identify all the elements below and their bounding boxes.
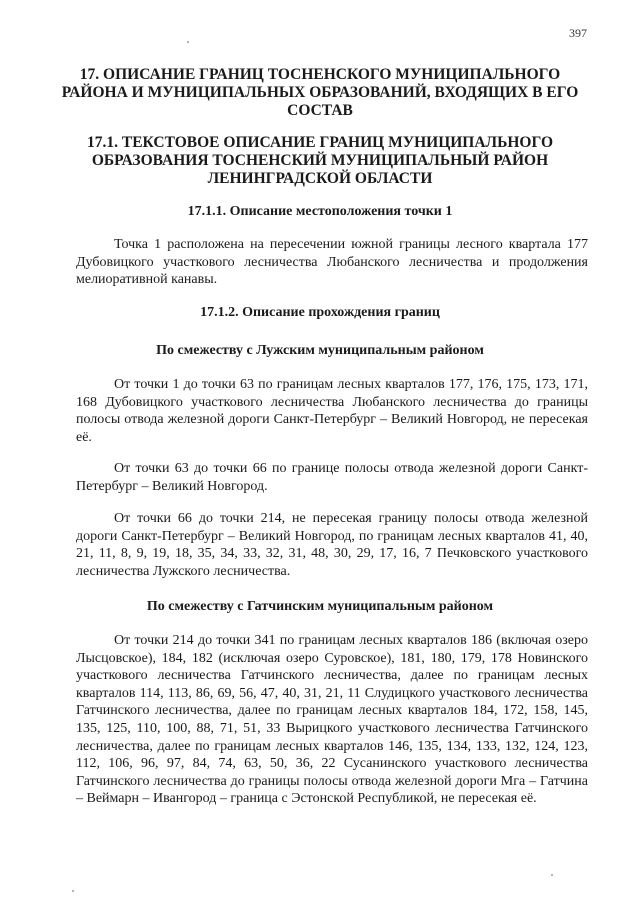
point-1-description: Точка 1 расположена на пересечении южной границы лесного квартала 177 Дубовицкого участкового лесничества Любанского лесничества и продолжения мелиоративной канавы. bbox=[76, 237, 588, 288]
section-heading: 17.1. ТЕКСТОВОЕ ОПИСАНИЕ ГРАНИЦ МУНИЦИПАЛЬНОГО ОБРАЗОВАНИЯ ТОСНЕНСКИЙ МУНИЦИПАЛЬНЫЙ РАЙОН ЛЕНИНГРАДСКОЙ ОБЛАСТИ bbox=[86, 134, 553, 187]
luga-section-title: По смежеству с Лужским муниципальным районом bbox=[156, 343, 484, 358]
subsection-heading-boundaries: 17.1.2. Описание прохождения границ bbox=[200, 305, 440, 320]
scan-speck bbox=[187, 41, 189, 43]
luga-paragraph-3: От точки 66 до точки 214, не пересекая границу полосы отвода железной дороги Санкт-Петербург – Великий Новгород, по границам лесных кварталов 41, 40, 21, 11, 8, 9, 19, 18, 35, 34, 33, 32, 31, 48, 30, 29, 17, 16, 7 Печковского участкового лесничества Лужского лесничества. bbox=[76, 511, 588, 579]
subsection-heading-point-1: 17.1.1. Описание местоположения точки 1 bbox=[187, 204, 453, 219]
scan-speck bbox=[72, 890, 74, 892]
luga-paragraph-1: От точки 1 до точки 63 по границам лесных кварталов 177, 176, 175, 173, 171, 168 Дубовицкого участкового лесничества Любанского лесничества до границы полосы отвода железной дороги Санкт-Петербург – Великий Новгород, не пересекая её. bbox=[76, 377, 588, 445]
gatchina-section-title: По смежеству с Гатчинским муниципальным районом bbox=[146, 599, 494, 614]
luga-paragraph-2: От точки 63 до точки 66 по границе полосы отвода железной дороги Санкт-Петербург – Великий Новгород. bbox=[76, 461, 588, 494]
page-number: 397 bbox=[569, 26, 587, 40]
chapter-heading: 17. ОПИСАНИЕ ГРАНИЦ ТОСНЕНСКОГО МУНИЦИПАЛЬНОГО РАЙОНА И МУНИЦИПАЛЬНЫХ ОБРАЗОВАНИЙ, ВХОДЯЩИХ В ЕГО СОСТАВ bbox=[61, 66, 579, 119]
scan-speck bbox=[551, 874, 553, 876]
gatchina-paragraph-1: От точки 214 до точки 341 по границам лесных кварталов 186 (включая озеро Лысцовское), 184, 182 (исключая озеро Суровское), 181, 180, 179, 178 Новинского участкового лесничества Гатчинского лесничества, далее по границам лесных кварталов 114, 113, 86, 69, 56, 47, 40, 31, 21, 11 Слудицкого участкового лесничества Гатчинского лесничества, далее по границам лесных кварталов 184, 172, 158, 145, 135, 125, 110, 100, 88, 71, 51, 33 Вырицкого участкового лесничества Гатчинского лесничества, далее по границам лесных кварталов 146, 135, 134, 133, 132, 124, 123, 112, 106, 96, 97, 84, 74, 63, 50, 36, 22 Сусанинского участкового лесничества Гатчинского лесничества до границы полосы отвода железной дороги Мга – Гатчина – Веймарн – Ивангород – граница с Эстонской Республикой, не пересекая её. bbox=[76, 633, 588, 807]
